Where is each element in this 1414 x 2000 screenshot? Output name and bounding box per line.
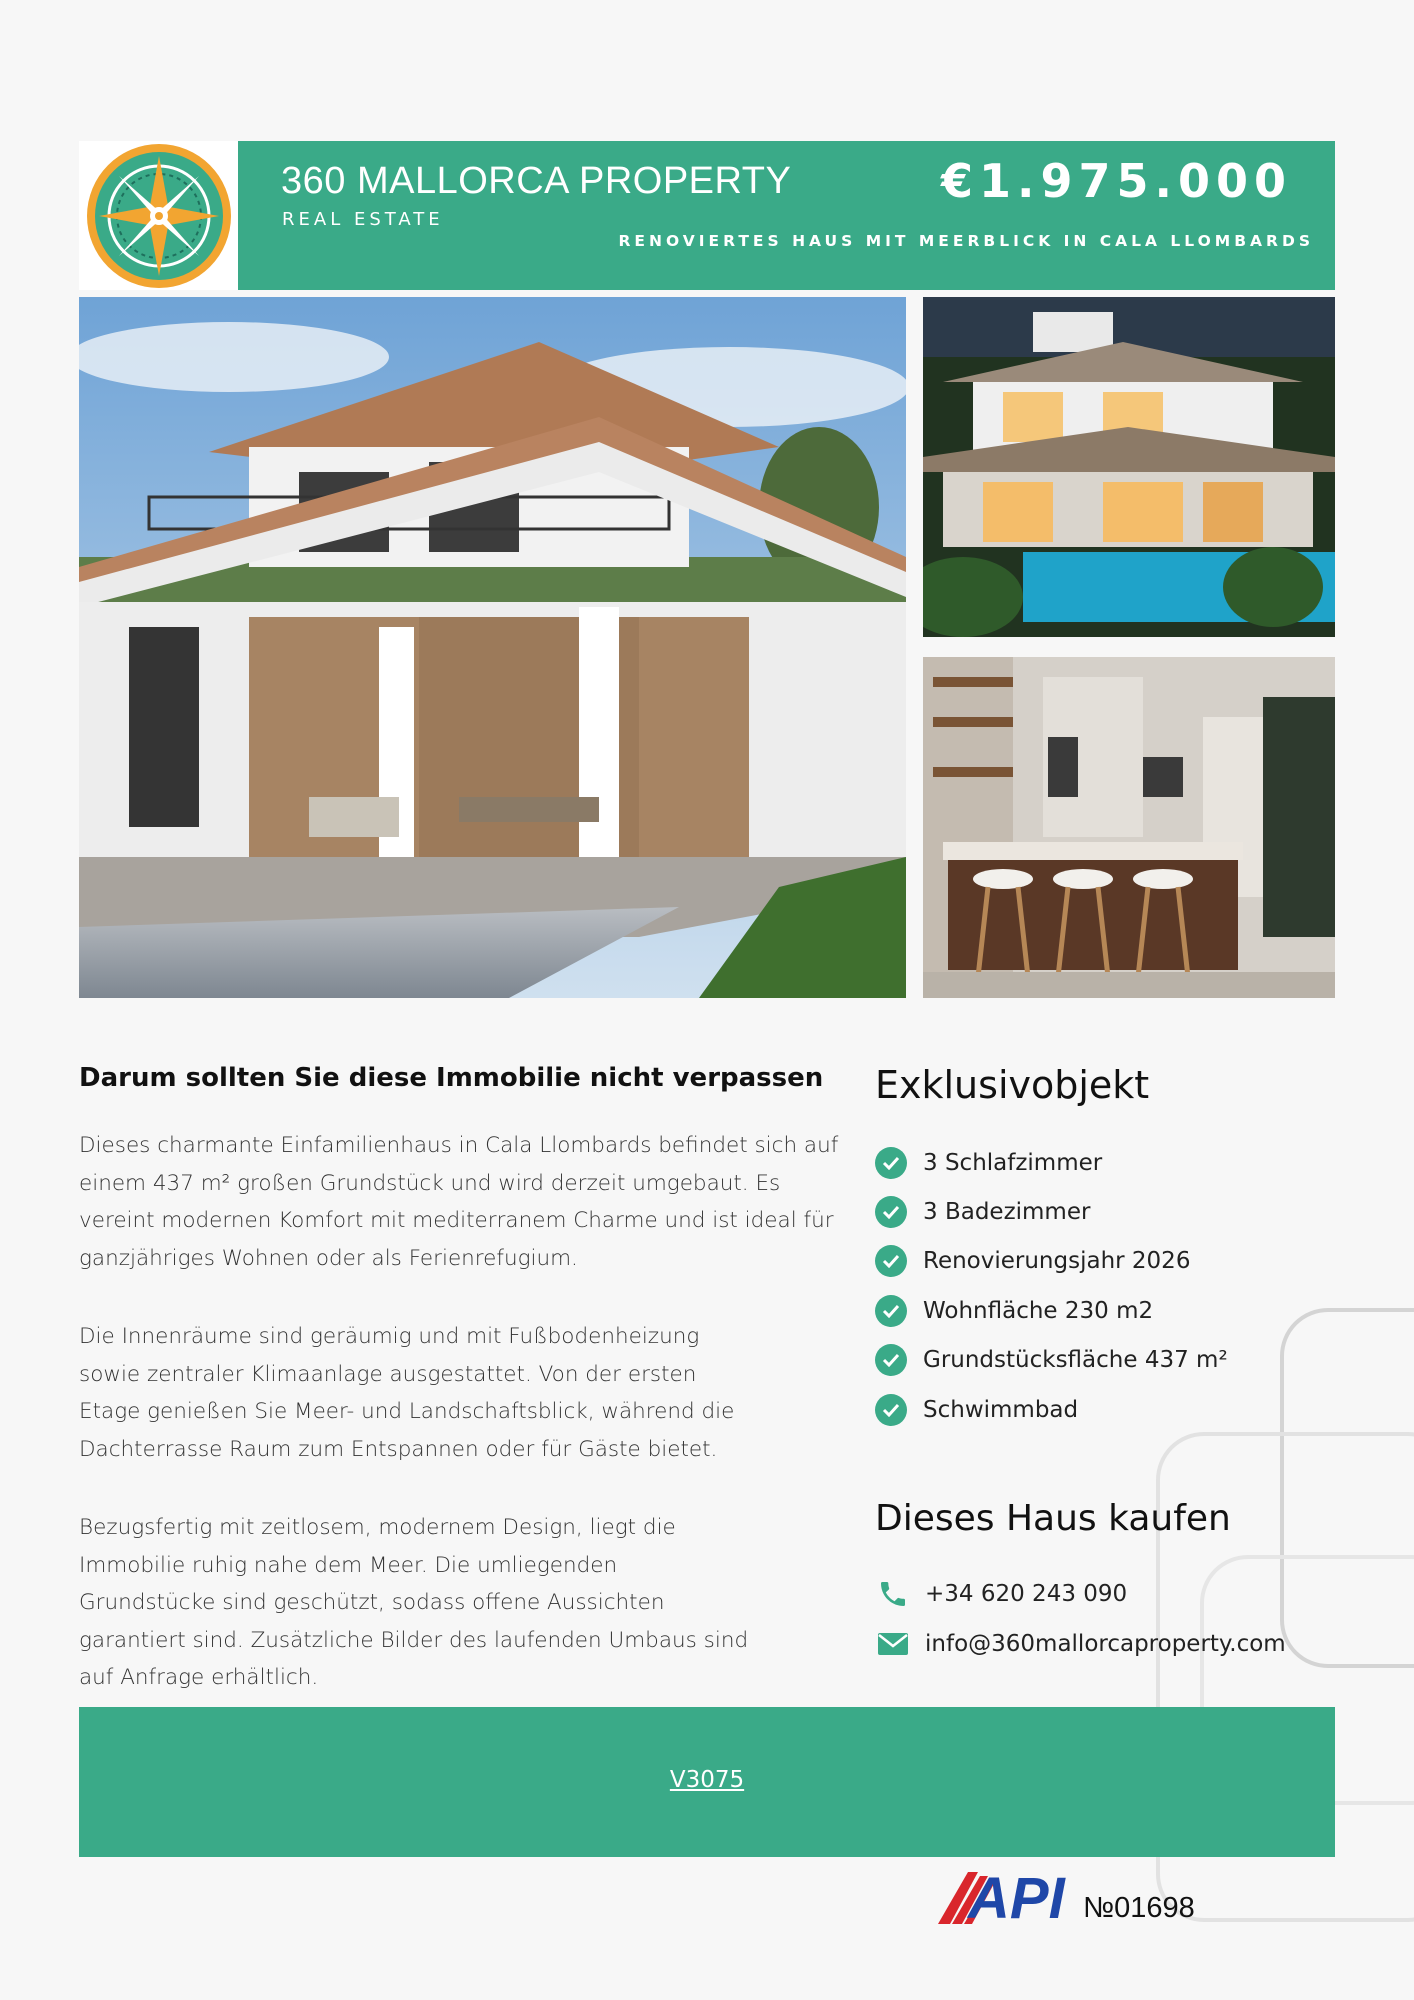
- check-icon: [875, 1394, 907, 1426]
- mail-icon: [875, 1626, 911, 1662]
- email-row[interactable]: [875, 1622, 1286, 1666]
- api-logo: [938, 1866, 1078, 1930]
- price: €1.975.000: [940, 154, 1292, 208]
- feature-label: Schwimmbad: [923, 1396, 1079, 1423]
- phone-icon: [875, 1576, 911, 1612]
- text-line: Dieses charmante Einfamilienhaus in Cala Llombards befindet sich auf: [79, 1133, 839, 1158]
- feature-item: [875, 1187, 1228, 1236]
- text-line: auf Anfrage erhältlich.: [79, 1665, 319, 1690]
- text-line: einem 437 m² großen Grundstück und wird derzeit umgebaut. Es: [79, 1170, 781, 1196]
- phone-number[interactable]: +34 620 243 090: [925, 1581, 1128, 1607]
- email-address[interactable]: info@360mallorcaproperty.com: [925, 1631, 1286, 1657]
- photo-villa-night-pool[interactable]: [923, 297, 1335, 637]
- logo-box[interactable]: [79, 141, 238, 290]
- feature-item: [875, 1237, 1228, 1286]
- text-line: Dachterrasse Raum zum Entspannen oder für Gäste bietet.: [79, 1436, 718, 1462]
- text-line: Die Innenräume sind geräumig und mit Fußbodenheizung: [79, 1324, 700, 1349]
- description-paragraph-1: [79, 1127, 838, 1277]
- features-list: [875, 1138, 1228, 1434]
- compass-logo: [79, 141, 238, 290]
- tagline: RENOVIERTES HAUS MIT MEERBLICK IN CALA LLOMBARDS: [618, 232, 1314, 250]
- feature-item: [875, 1336, 1228, 1385]
- text-line: Immobilie ruhig nahe dem Meer. Die umliegenden: [79, 1552, 618, 1578]
- footer-band: [79, 1707, 1335, 1857]
- feature-item: [875, 1385, 1228, 1434]
- feature-label: Renovierungsjahr 2026: [923, 1248, 1191, 1275]
- text-line: sowie zentraler Klimaanlage ausgestattet. Von der ersten: [79, 1361, 697, 1387]
- feature-item: [875, 1286, 1228, 1335]
- feature-item: [875, 1138, 1228, 1187]
- check-icon: [875, 1344, 907, 1376]
- phone-row[interactable]: [875, 1572, 1127, 1616]
- description-paragraph-3: [79, 1509, 748, 1697]
- check-icon: [875, 1295, 907, 1327]
- text-line: Grundstücke sind geschützt, sodass offene Aussichten: [79, 1590, 665, 1615]
- api-registration-number: №01698: [1083, 1892, 1195, 1924]
- text-line: garantiert sind. Zusätzliche Bilder des laufenden Umbaus sind: [79, 1627, 749, 1653]
- contact-heading: Dieses Haus kaufen: [875, 1498, 1231, 1539]
- main-photo-villa-exterior[interactable]: [79, 297, 906, 998]
- brand-subtitle: REAL ESTATE: [282, 209, 444, 230]
- feature-label: 3 Schlafzimmer: [923, 1149, 1103, 1176]
- feature-label: Grundstücksfläche 437 m²: [923, 1347, 1228, 1374]
- text-line: Etage genießen Sie Meer- und Landschaftsblick, während die: [79, 1399, 735, 1424]
- check-icon: [875, 1147, 907, 1179]
- check-icon: [875, 1245, 907, 1277]
- photo-kitchen[interactable]: [923, 657, 1335, 998]
- check-icon: [875, 1196, 907, 1228]
- features-heading: Exklusivobjekt: [875, 1063, 1150, 1107]
- description-paragraph-2: [79, 1318, 734, 1468]
- description-heading: Darum sollten Sie diese Immobilie nicht verpassen: [79, 1063, 824, 1093]
- text-line: vereint modernen Komfort mit mediterranem Charme und ist ideal für: [79, 1208, 834, 1233]
- brand-title: 360 MALLORCA PROPERTY: [281, 160, 792, 202]
- feature-label: 3 Badezimmer: [923, 1199, 1091, 1226]
- text-line: Bezugsfertig mit zeitlosem, modernem Design, liegt die: [79, 1515, 676, 1540]
- feature-label: Wohnfläche 230 m2: [923, 1297, 1154, 1324]
- reference-link[interactable]: V3075: [669, 1767, 745, 1793]
- text-line: ganzjähriges Wohnen oder als Ferienrefugium.: [79, 1245, 578, 1271]
- api-logo-text: API: [968, 1866, 1065, 1926]
